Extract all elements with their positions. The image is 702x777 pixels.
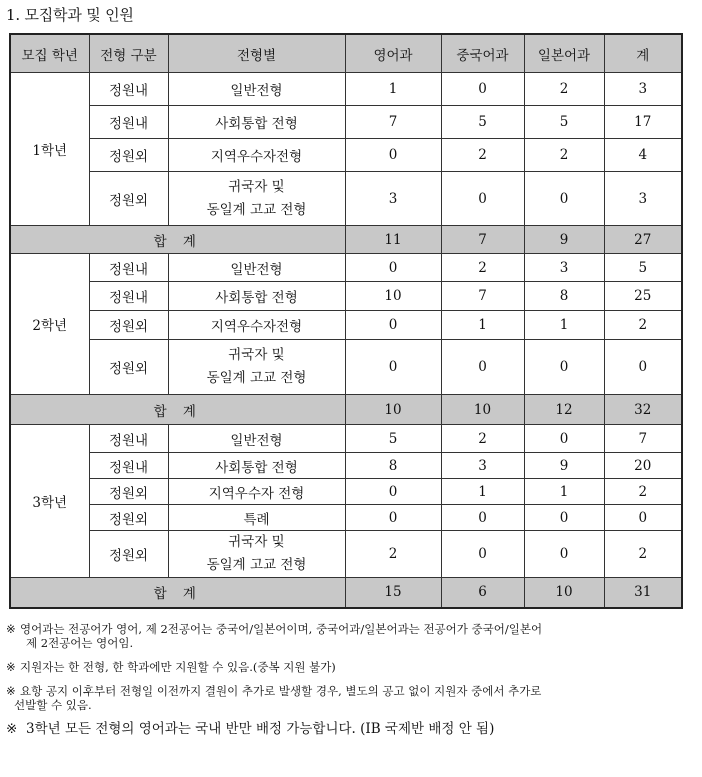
note-line: 요항 공지 이후부터 전형일 이전까지 결원이 추가로 발생할 경우, 별도의 공고 없이 지원자 중에서 추가로 xyxy=(20,684,542,698)
japanese-count: 5 xyxy=(524,106,604,139)
category-cell: 정원외 xyxy=(89,505,168,531)
admission-type-line: 사회통합 전형 xyxy=(215,459,298,476)
chinese-count: 1 xyxy=(441,311,524,340)
english-count: 7 xyxy=(345,106,441,139)
english-count: 5 xyxy=(345,425,441,453)
chinese-count: 5 xyxy=(441,106,524,139)
column-header: 일본어과 xyxy=(524,34,604,73)
category-cell: 정원내 xyxy=(89,106,168,139)
admission-type-cell xyxy=(168,73,345,106)
japanese-count: 1 xyxy=(524,311,604,340)
chinese-subtotal: 7 xyxy=(441,226,524,254)
japanese-count: 2 xyxy=(524,139,604,172)
chinese-subtotal: 6 xyxy=(441,578,524,608)
note-mark: ※ xyxy=(6,721,18,737)
admission-type-line: 지역우수자전형 xyxy=(210,149,303,165)
section-heading: 1. 모집학과 및 인원 xyxy=(6,6,134,24)
admission-type-cell xyxy=(168,139,345,172)
subtotal-label: 합 계 xyxy=(10,578,345,608)
admission-type-line: 일반전형 xyxy=(230,261,283,278)
admission-type-cell xyxy=(168,254,345,282)
row-total: 2 xyxy=(604,531,682,578)
category-cell: 정원내 xyxy=(89,254,168,282)
admission-type-cell xyxy=(168,453,345,479)
english-subtotal: 15 xyxy=(345,578,441,608)
grade-cell: 1학년 xyxy=(10,73,89,226)
admission-type-line: 일반전형 xyxy=(230,432,283,449)
row-total: 0 xyxy=(604,505,682,531)
chinese-count: 0 xyxy=(441,505,524,531)
japanese-count: 0 xyxy=(524,425,604,453)
note-line: 영어과는 전공어가 영어, 제 2전공어는 중국어/일본어이며, 중국어과/일본어과는 전공어가 중국어/일본어 xyxy=(20,622,543,636)
category-cell: 정원외 xyxy=(89,531,168,578)
admission-type-line: 귀국자 및 xyxy=(228,178,285,195)
table-row xyxy=(10,172,682,226)
japanese-subtotal: 9 xyxy=(524,226,604,254)
admission-type-line: 동일계 고교 전형 xyxy=(206,557,307,573)
subtotal-row xyxy=(10,226,682,254)
japanese-count: 0 xyxy=(524,340,604,395)
english-count: 0 xyxy=(345,340,441,395)
row-total: 5 xyxy=(604,254,682,282)
admission-type-line: 귀국자 및 xyxy=(228,347,285,363)
subtotal-label: 합 계 xyxy=(10,226,345,254)
japanese-count: 0 xyxy=(524,172,604,226)
row-total: 4 xyxy=(604,139,682,172)
note-item xyxy=(6,660,696,674)
note-line: 선발할 수 있음. xyxy=(14,698,92,712)
chinese-count: 0 xyxy=(441,172,524,226)
note-item xyxy=(6,622,696,650)
column-header: 영어과 xyxy=(345,34,441,73)
note-mark: ※ xyxy=(6,622,16,636)
row-total: 20 xyxy=(604,453,682,479)
japanese-count: 9 xyxy=(524,453,604,479)
note-item xyxy=(6,720,696,738)
table-row xyxy=(10,254,682,282)
admission-type-cell xyxy=(168,311,345,340)
subtotal-label: 합 계 xyxy=(10,395,345,425)
admission-type-cell xyxy=(168,505,345,531)
english-count: 0 xyxy=(345,254,441,282)
note-item xyxy=(6,684,696,712)
admission-type-cell xyxy=(168,479,345,505)
table-row xyxy=(10,282,682,311)
japanese-count: 2 xyxy=(524,73,604,106)
row-total: 3 xyxy=(604,73,682,106)
note-line: 3학년 모든 전형의 영어과는 국내 반만 배정 가능합니다. (IB 국제반 배정 안 됨) xyxy=(26,721,495,737)
japanese-count: 8 xyxy=(524,282,604,311)
grade-total: 31 xyxy=(604,578,682,608)
column-header: 모집 학년 xyxy=(10,34,89,73)
row-total: 3 xyxy=(604,172,682,226)
category-cell: 정원내 xyxy=(89,425,168,453)
admissions-table xyxy=(9,33,683,609)
category-cell: 정원외 xyxy=(89,479,168,505)
english-count: 0 xyxy=(345,139,441,172)
table-row xyxy=(10,453,682,479)
notes-section xyxy=(6,622,696,748)
category-cell: 정원내 xyxy=(89,453,168,479)
table-row xyxy=(10,311,682,340)
admission-type-cell xyxy=(168,172,345,226)
english-count: 0 xyxy=(345,479,441,505)
chinese-count: 2 xyxy=(441,139,524,172)
note-line: 지원자는 한 전형, 한 학과에만 지원할 수 있음.(중복 지원 불가) xyxy=(20,660,336,674)
category-cell: 정원외 xyxy=(89,172,168,226)
admission-type-cell xyxy=(168,106,345,139)
admission-type-line: 동일계 고교 전형 xyxy=(206,370,307,386)
column-header: 전형 구분 xyxy=(89,34,168,73)
row-total: 2 xyxy=(604,479,682,505)
chinese-count: 2 xyxy=(441,254,524,282)
admission-type-line: 사회통합 전형 xyxy=(215,290,298,306)
admission-type-line: 특례 xyxy=(243,511,270,528)
chinese-count: 0 xyxy=(441,531,524,578)
grade-total: 27 xyxy=(604,226,682,254)
chinese-count: 7 xyxy=(441,282,524,311)
admission-type-line: 동일계 고교 전형 xyxy=(206,201,307,218)
english-count: 0 xyxy=(345,311,441,340)
category-cell: 정원외 xyxy=(89,139,168,172)
english-count: 8 xyxy=(345,453,441,479)
table-row xyxy=(10,106,682,139)
japanese-count: 1 xyxy=(524,479,604,505)
table-row xyxy=(10,73,682,106)
chinese-count: 3 xyxy=(441,453,524,479)
note-line: 제 2전공어는 영어임. xyxy=(26,636,134,650)
admission-type-cell xyxy=(168,531,345,578)
table-row xyxy=(10,505,682,531)
admission-type-line: 귀국자 및 xyxy=(228,534,285,550)
japanese-subtotal: 12 xyxy=(524,395,604,425)
row-total: 0 xyxy=(604,340,682,395)
category-cell: 정원내 xyxy=(89,73,168,106)
japanese-count: 0 xyxy=(524,505,604,531)
chinese-count: 0 xyxy=(441,340,524,395)
table-row xyxy=(10,479,682,505)
admission-type-line: 일반전형 xyxy=(230,83,283,99)
table-row xyxy=(10,139,682,172)
english-count: 1 xyxy=(345,73,441,106)
grade-cell: 3학년 xyxy=(10,425,89,578)
category-cell: 정원외 xyxy=(89,311,168,340)
subtotal-row xyxy=(10,395,682,425)
table-body xyxy=(10,73,682,608)
japanese-subtotal: 10 xyxy=(524,578,604,608)
category-cell: 정원외 xyxy=(89,340,168,395)
english-count: 2 xyxy=(345,531,441,578)
subtotal-row xyxy=(10,578,682,608)
chinese-count: 1 xyxy=(441,479,524,505)
grade-cell: 2학년 xyxy=(10,254,89,395)
note-mark: ※ xyxy=(6,684,16,698)
admission-type-line: 사회통합 전형 xyxy=(215,116,298,132)
column-header: 계 xyxy=(604,34,682,73)
row-total: 25 xyxy=(604,282,682,311)
admission-type-cell xyxy=(168,340,345,395)
japanese-count: 3 xyxy=(524,254,604,282)
chinese-subtotal: 10 xyxy=(441,395,524,425)
table-row xyxy=(10,531,682,578)
admission-type-line: 지역우수자전형 xyxy=(210,319,303,335)
english-count: 0 xyxy=(345,505,441,531)
admission-type-cell xyxy=(168,425,345,453)
japanese-count: 0 xyxy=(524,531,604,578)
english-subtotal: 11 xyxy=(345,226,441,254)
category-cell: 정원내 xyxy=(89,282,168,311)
chinese-count: 2 xyxy=(441,425,524,453)
table-row xyxy=(10,425,682,453)
chinese-count: 0 xyxy=(441,73,524,106)
row-total: 2 xyxy=(604,311,682,340)
english-count: 3 xyxy=(345,172,441,226)
column-header: 중국어과 xyxy=(441,34,524,73)
table-header-row xyxy=(10,34,682,73)
row-total: 17 xyxy=(604,106,682,139)
table-row xyxy=(10,340,682,395)
column-header: 전형별 xyxy=(168,34,345,73)
admission-type-line: 지역우수자 전형 xyxy=(208,485,305,502)
note-mark: ※ xyxy=(6,660,16,674)
grade-total: 32 xyxy=(604,395,682,425)
english-subtotal: 10 xyxy=(345,395,441,425)
english-count: 10 xyxy=(345,282,441,311)
row-total: 7 xyxy=(604,425,682,453)
admission-type-cell xyxy=(168,282,345,311)
